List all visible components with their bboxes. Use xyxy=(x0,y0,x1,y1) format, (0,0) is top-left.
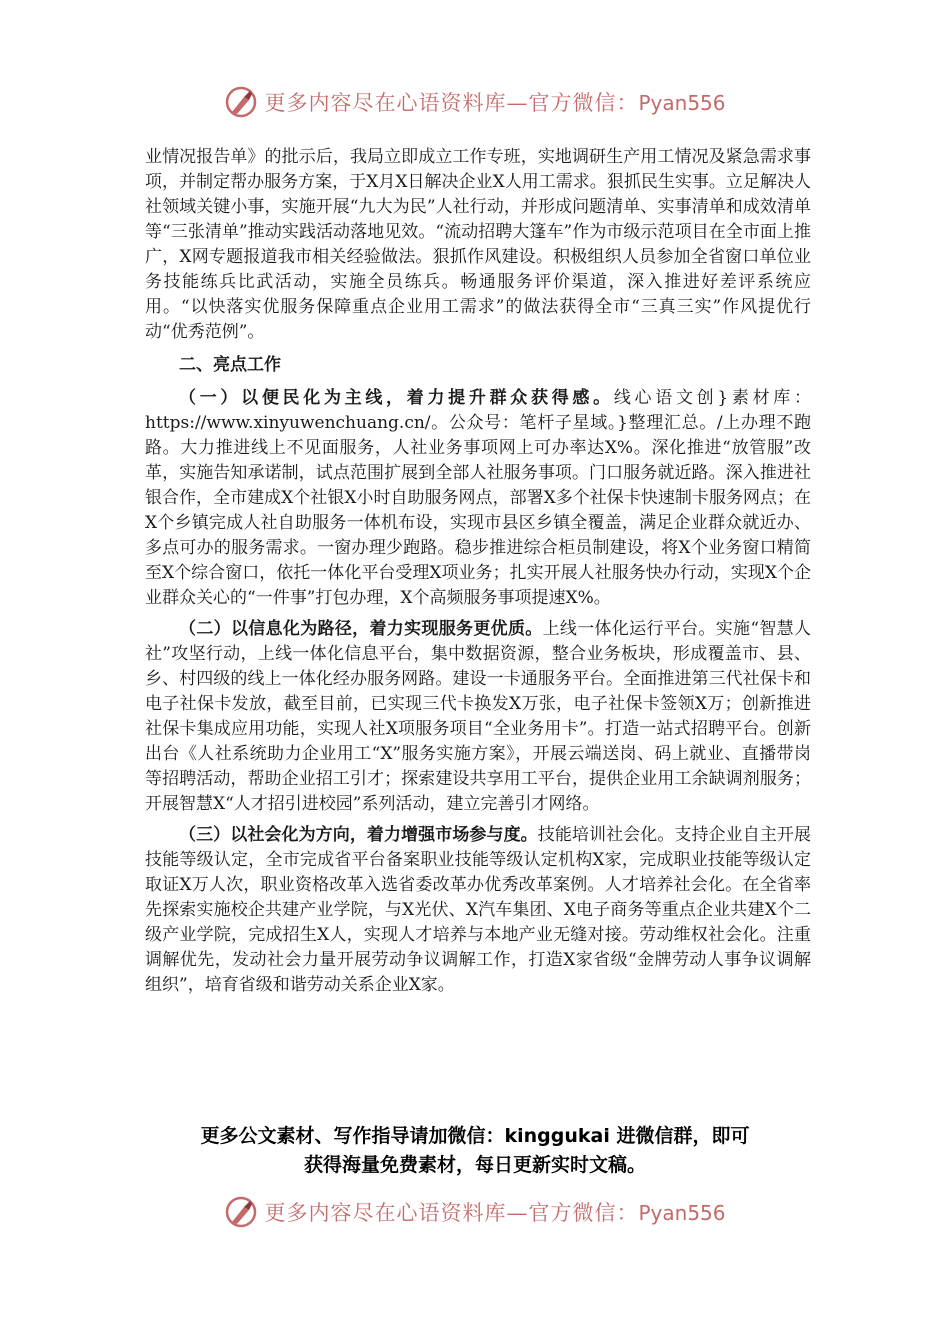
paragraph-highlight-1 xyxy=(145,386,811,611)
pen-nib-circle-icon xyxy=(224,1195,258,1229)
promo-line-2: 获得海量免费素材，每日更新实时文稿。 xyxy=(303,1154,646,1176)
document-body xyxy=(145,145,811,1004)
paragraph-highlight-3 xyxy=(145,823,811,998)
paragraph-highlight-2 xyxy=(145,617,811,817)
paragraph-text: 技能培训社会化。支持企业自主开展技能等级认定，全市完成省平台备案职业技能等级认定机构X家，完成职业技能等级认定取证X万人次，职业资格改革入选省委改革办优秀改革案例。人才培养社会化。在全省率先探索实施校企共建产业学院，与X光伏、X汽车集团、X电子商务等重点企业共建X个二级产业学院，完成招生X人，实现人才培养与本地产业无缝对接。劳动维权社会化。注重调解优先，发动社会力量开展劳动争议调解工作，打造X家省级“金牌劳动人事争议调解组织”，培育省级和谐劳动关系企业X家。 xyxy=(145,825,811,995)
paragraph-continued: 业情况报告单》的批示后，我局立即成立工作专班，实地调研生产用工情况及紧急需求事项，并制定帮办服务方案，于X月X日解决企业X人用工需求。狠抓民生实事。立足解决人社领域关键小事，实施开展“九大为民”人社行动，并形成问题清单、实事清单和成效清单等“三张清单”推动实践活动落地见效。“流动招聘大篷车”作为市级示范项目在全市面上推广，X网专题报道我市相关经验做法。狠抓作风建设。积极组织人员参加全省窗口单位业务技能练兵比武活动，实施全员练兵。畅通服务评价渠道，深入推进好差评系统应用。“以快落实优服务保障重点企业用工需求”的做法获得全市“三真三实”作风提优行动“优秀范例”。 xyxy=(145,147,811,342)
top-watermark-banner xyxy=(0,82,950,122)
watermark-wechat-id: Pyan556 xyxy=(638,1201,726,1225)
promo-line-1: 更多公文素材、写作指导请加微信：kinggukai 进微信群，即可 xyxy=(200,1125,750,1147)
bottom-watermark-banner xyxy=(0,1192,950,1232)
promo-notice xyxy=(130,1122,820,1180)
watermark-text: 更多内容尽在心语资料库—官方微信：Pyan556 xyxy=(264,91,726,115)
paragraph-lead: （二）以信息化为路径，着力实现服务更优质。 xyxy=(179,619,543,639)
paragraph-text: 线心语文创}素材库：https://www.xinyuwenchuang.cn/。公众号：笔杆子星域。}整理汇总。/上办理不跑路。大力推进线上不见面服务，人社业务事项网上可办率达X%。深化推进“放管服”改革，实施告知承诺制，试点范围扩展到全部人社服务事项。门口服务就近路。深入推进社银合作，全市建成X个社银X小时自助服务网点，部署X多个社保卡快速制卡服务网点；在X个乡镇完成人社自助服务一体机布设，实现市县区乡镇全覆盖，满足企业群众就近办、多点可办的服务需求。一窗办理少跑路。稳步推进综合柜员制建设，将X个业务窗口精简至X个综合窗口，依托一体化平台受理X项业务；扎实开展人社服务快办行动，实现X个企业群众关心的“一件事”打包办理，X个高频服务事项提速X%。 xyxy=(145,388,811,608)
watermark-wechat-id: Pyan556 xyxy=(638,91,726,115)
paragraph-lead: （一）以便民化为主线，着力提升群众获得感。 xyxy=(179,388,614,408)
paragraph-text: 上线一体化运行平台。实施“智慧人社”攻坚行动，上线一体化信息平台，集中数据资源，整合业务板块，形成覆盖市、县、乡、村四级的线上一体化经办服务网路。建设一卡通服务平台。全面推进第三代社保卡和电子社保卡发放，截至目前，已实现三代卡换发X万张，电子社保卡签领X万；创新推进社保卡集成应用功能，实现人社X项服务项目“全业务用卡”。打造一站式招聘平台。创新出台《人社系统助力企业用工“X”服务实施方案》，开展云端送岗、码上就业、直播带岗等招聘活动，帮助企业招工引才；探索建设共享用工平台，提供企业用工余缺调剂服务；开展智慧X“人才招引进校园”系列活动，建立完善引才网络。 xyxy=(145,619,811,814)
pen-nib-circle-icon xyxy=(224,85,258,119)
section-heading: 二、亮点工作 xyxy=(179,355,281,375)
watermark-text: 更多内容尽在心语资料库—官方微信：Pyan556 xyxy=(264,1201,726,1225)
paragraph-lead: （三）以社会化为方向，着力增强市场参与度。 xyxy=(179,825,538,845)
